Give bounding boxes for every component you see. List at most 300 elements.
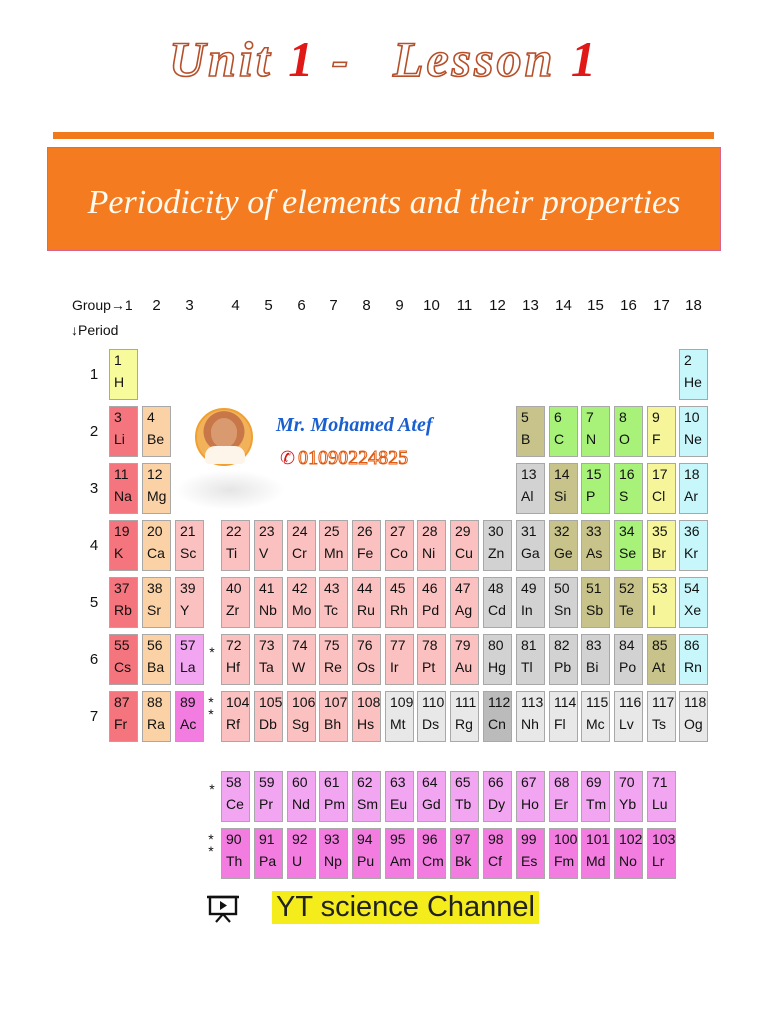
- atomic-number: 55: [114, 637, 130, 653]
- element-cell: [417, 634, 446, 685]
- atomic-number: 86: [684, 637, 700, 653]
- atomic-number: 100: [554, 831, 578, 847]
- atomic-number: 95: [390, 831, 406, 847]
- element-symbol: Dy: [488, 796, 506, 812]
- atomic-number: 38: [147, 580, 163, 596]
- atomic-number: 6: [554, 409, 562, 425]
- element-cell: [221, 771, 250, 822]
- element-cell: [614, 520, 643, 571]
- group-number-12: 12: [489, 297, 506, 314]
- element-cell: [581, 828, 610, 879]
- period-label: ↓Period: [71, 322, 119, 338]
- element-symbol: Cm: [422, 853, 444, 869]
- atomic-number: 63: [390, 774, 406, 790]
- element-cell: [109, 406, 138, 457]
- element-symbol: Mg: [147, 488, 167, 504]
- atomic-number: 35: [652, 523, 668, 539]
- atomic-number: 101: [586, 831, 610, 847]
- atomic-number: 88: [147, 694, 163, 710]
- period-number-3: 3: [89, 480, 99, 497]
- element-cell: [417, 771, 446, 822]
- element-cell: [385, 520, 414, 571]
- atomic-number: 2: [684, 352, 692, 368]
- atomic-number: 34: [619, 523, 635, 539]
- atomic-number: 64: [422, 774, 438, 790]
- atomic-number: 31: [521, 523, 537, 539]
- element-cell: [581, 577, 610, 628]
- atomic-number: 72: [226, 637, 242, 653]
- element-cell: [483, 520, 512, 571]
- atomic-number: 36: [684, 523, 700, 539]
- banner-text: Periodicity of elements and their properties: [87, 184, 681, 221]
- element-symbol: U: [292, 853, 303, 869]
- atomic-number: 27: [390, 523, 406, 539]
- atomic-number: 56: [147, 637, 163, 653]
- atomic-number: 4: [147, 409, 155, 425]
- element-symbol: Ho: [521, 796, 539, 812]
- atomic-number: 7: [586, 409, 594, 425]
- atomic-number: 107: [324, 694, 348, 710]
- element-cell: [319, 577, 348, 628]
- element-symbol: Br: [652, 545, 666, 561]
- element-symbol: Mc: [586, 716, 605, 732]
- element-cell: [254, 634, 283, 685]
- element-cell: [549, 577, 578, 628]
- element-symbol: O: [619, 431, 630, 447]
- element-cell: [287, 520, 316, 571]
- element-symbol: Ra: [147, 716, 165, 732]
- teacher-name: Mr. Mohamed Atef: [276, 414, 433, 436]
- element-cell: [549, 463, 578, 514]
- element-symbol: Th: [226, 853, 243, 869]
- atomic-number: 117: [652, 694, 675, 710]
- element-symbol: Ir: [390, 659, 399, 675]
- atomic-number: 84: [619, 637, 635, 653]
- element-cell: [175, 634, 204, 685]
- element-symbol: Mo: [292, 602, 312, 618]
- element-symbol: Ag: [455, 602, 473, 618]
- element-symbol: Na: [114, 488, 132, 504]
- element-symbol: F: [652, 431, 661, 447]
- element-symbol: Ce: [226, 796, 244, 812]
- element-cell: [221, 634, 250, 685]
- avatar-shadow: [175, 470, 285, 510]
- atomic-number: 40: [226, 580, 242, 596]
- atomic-number: 10: [684, 409, 700, 425]
- element-cell: [417, 691, 446, 742]
- element-cell: [614, 463, 643, 514]
- element-symbol: Tb: [455, 796, 472, 812]
- atomic-number: 75: [324, 637, 340, 653]
- atomic-number: 115: [586, 694, 609, 710]
- atomic-number: 109: [390, 694, 414, 710]
- element-cell: [614, 828, 643, 879]
- element-symbol: Md: [586, 853, 606, 869]
- atomic-number: 104: [226, 694, 250, 710]
- element-symbol: Ts: [652, 716, 666, 732]
- presentation-icon: [207, 895, 239, 923]
- group-number-17: 17: [653, 297, 670, 314]
- atomic-number: 77: [390, 637, 406, 653]
- atomic-number: 98: [488, 831, 504, 847]
- element-cell: [109, 349, 138, 400]
- element-symbol: Sg: [292, 716, 310, 732]
- element-symbol: Ta: [259, 659, 274, 675]
- element-symbol: Bi: [586, 659, 599, 675]
- element-cell: [221, 828, 250, 879]
- element-symbol: Pr: [259, 796, 273, 812]
- element-cell: [679, 463, 708, 514]
- element-symbol: Rh: [390, 602, 408, 618]
- atomic-number: 51: [586, 580, 602, 596]
- element-cell: [385, 828, 414, 879]
- element-symbol: C: [554, 431, 565, 447]
- atomic-number: 54: [684, 580, 700, 596]
- element-cell: [142, 406, 171, 457]
- atomic-number: 39: [180, 580, 196, 596]
- group-number-2: 2: [152, 297, 161, 314]
- group-number-6: 6: [297, 297, 306, 314]
- element-symbol: Ga: [521, 545, 540, 561]
- atomic-number: 18: [684, 466, 700, 482]
- element-symbol: Ne: [684, 431, 702, 447]
- title-dash: -: [331, 31, 352, 87]
- element-symbol: Tl: [521, 659, 533, 675]
- element-cell: [549, 828, 578, 879]
- element-cell: [109, 577, 138, 628]
- element-symbol: N: [586, 431, 597, 447]
- element-cell: [647, 634, 676, 685]
- atomic-number: 108: [357, 694, 381, 710]
- element-cell: [142, 577, 171, 628]
- element-symbol: Lr: [652, 853, 665, 869]
- element-symbol: Sm: [357, 796, 378, 812]
- element-symbol: Nd: [292, 796, 310, 812]
- group-number-9: 9: [395, 297, 404, 314]
- atomic-number: 17: [652, 466, 668, 482]
- atomic-number: 3: [114, 409, 122, 425]
- element-cell: [385, 577, 414, 628]
- period-number-1: 1: [89, 366, 99, 383]
- element-cell: [352, 691, 381, 742]
- element-symbol: Ru: [357, 602, 375, 618]
- element-symbol: Ba: [147, 659, 165, 675]
- element-symbol: Y: [180, 602, 190, 618]
- group-number-10: 10: [423, 297, 440, 314]
- element-cell: [549, 771, 578, 822]
- element-symbol: Cr: [292, 545, 307, 561]
- element-cell: [483, 691, 512, 742]
- element-cell: [516, 406, 545, 457]
- phone-number: 01090224825: [298, 447, 409, 469]
- element-symbol: Ni: [422, 545, 436, 561]
- element-symbol: Hg: [488, 659, 506, 675]
- element-cell: [417, 577, 446, 628]
- element-symbol: Rg: [455, 716, 473, 732]
- atomic-number: 30: [488, 523, 504, 539]
- atomic-number: 41: [259, 580, 275, 596]
- element-symbol: Sn: [554, 602, 572, 618]
- element-cell: [450, 771, 479, 822]
- atomic-number: 60: [292, 774, 308, 790]
- element-cell: [581, 406, 610, 457]
- element-cell: [254, 520, 283, 571]
- element-symbol: Os: [357, 659, 375, 675]
- element-symbol: Be: [147, 431, 165, 447]
- element-symbol: Zr: [226, 602, 240, 618]
- element-cell: [647, 520, 676, 571]
- element-cell: [614, 771, 643, 822]
- atomic-number: 76: [357, 637, 373, 653]
- teacher-avatar: [195, 408, 253, 466]
- element-symbol: Au: [455, 659, 473, 675]
- element-cell: [679, 634, 708, 685]
- element-cell: [450, 520, 479, 571]
- element-symbol: K: [114, 545, 124, 561]
- group-label: Group→1: [72, 297, 133, 313]
- atomic-number: 116: [619, 694, 642, 710]
- element-cell: [483, 828, 512, 879]
- element-cell: [516, 691, 545, 742]
- atomic-number: 69: [586, 774, 602, 790]
- element-symbol: Cu: [455, 545, 473, 561]
- group-number-13: 13: [522, 297, 539, 314]
- atomic-number: 118: [684, 694, 707, 710]
- element-symbol: Ge: [554, 545, 573, 561]
- element-cell: [516, 771, 545, 822]
- atomic-number: 43: [324, 580, 340, 596]
- element-symbol: H: [114, 374, 125, 390]
- group-number-7: 7: [329, 297, 338, 314]
- atomic-number: 22: [226, 523, 242, 539]
- element-cell: [549, 406, 578, 457]
- element-cell: [581, 463, 610, 514]
- element-cell: [679, 406, 708, 457]
- element-symbol: Sr: [147, 602, 161, 618]
- element-symbol: Sc: [180, 545, 197, 561]
- element-cell: [385, 771, 414, 822]
- atomic-number: 14: [554, 466, 570, 482]
- element-symbol: Pu: [357, 853, 375, 869]
- atomic-number: 1: [114, 352, 122, 368]
- element-cell: [483, 771, 512, 822]
- teacher-phone: [280, 447, 408, 470]
- element-cell: [516, 828, 545, 879]
- element-cell: [679, 520, 708, 571]
- element-cell: [221, 577, 250, 628]
- element-symbol: Nb: [259, 602, 277, 618]
- element-symbol: Cs: [114, 659, 132, 675]
- group-number-8: 8: [362, 297, 371, 314]
- element-cell: [109, 691, 138, 742]
- element-symbol: P: [586, 488, 596, 504]
- atomic-number: 13: [521, 466, 537, 482]
- element-cell: [175, 520, 204, 571]
- element-symbol: Fm: [554, 853, 575, 869]
- atomic-number: 94: [357, 831, 373, 847]
- element-symbol: Ac: [180, 716, 197, 732]
- element-symbol: Re: [324, 659, 342, 675]
- atomic-number: 62: [357, 774, 373, 790]
- element-cell: [483, 634, 512, 685]
- element-cell: [319, 828, 348, 879]
- atomic-number: 24: [292, 523, 308, 539]
- element-cell: [287, 691, 316, 742]
- star-marker: **: [208, 831, 214, 859]
- element-symbol: Ar: [684, 488, 698, 504]
- atomic-number: 73: [259, 637, 275, 653]
- atomic-number: 9: [652, 409, 660, 425]
- element-cell: [221, 520, 250, 571]
- element-symbol: Mt: [390, 716, 406, 732]
- element-cell: [142, 634, 171, 685]
- element-cell: [254, 577, 283, 628]
- atomic-number: 89: [180, 694, 196, 710]
- element-cell: [142, 691, 171, 742]
- element-symbol: Np: [324, 853, 342, 869]
- element-cell: [319, 691, 348, 742]
- atomic-number: 83: [586, 637, 602, 653]
- element-symbol: Rf: [226, 716, 240, 732]
- atomic-number: 80: [488, 637, 504, 653]
- element-symbol: Mn: [324, 545, 344, 561]
- atomic-number: 53: [652, 580, 668, 596]
- channel-name: YT science Channel: [272, 891, 539, 924]
- element-cell: [287, 771, 316, 822]
- element-cell: [549, 634, 578, 685]
- element-symbol: No: [619, 853, 637, 869]
- element-symbol: Db: [259, 716, 277, 732]
- atomic-number: 105: [259, 694, 283, 710]
- element-cell: [142, 520, 171, 571]
- element-symbol: Ds: [422, 716, 440, 732]
- element-symbol: Xe: [684, 602, 702, 618]
- element-cell: [450, 634, 479, 685]
- element-cell: [679, 577, 708, 628]
- element-symbol: Hf: [226, 659, 240, 675]
- element-symbol: Pm: [324, 796, 345, 812]
- atomic-number: 47: [455, 580, 471, 596]
- atomic-number: 111: [455, 694, 477, 710]
- period-number-5: 5: [89, 594, 99, 611]
- element-symbol: Lu: [652, 796, 668, 812]
- element-cell: [450, 828, 479, 879]
- star-marker: *: [209, 644, 215, 660]
- element-symbol: Nh: [521, 716, 539, 732]
- atomic-number: 112: [488, 694, 511, 710]
- element-cell: [287, 634, 316, 685]
- group-number-18: 18: [685, 297, 702, 314]
- element-symbol: Al: [521, 488, 534, 504]
- element-cell: [175, 691, 204, 742]
- element-cell: [647, 828, 676, 879]
- element-symbol: Og: [684, 716, 703, 732]
- element-cell: [175, 577, 204, 628]
- element-symbol: Ti: [226, 545, 238, 561]
- element-symbol: W: [292, 659, 306, 675]
- atomic-number: 59: [259, 774, 275, 790]
- element-cell: [352, 577, 381, 628]
- atomic-number: 32: [554, 523, 570, 539]
- element-cell: [614, 691, 643, 742]
- element-cell: [385, 691, 414, 742]
- element-symbol: Fe: [357, 545, 374, 561]
- element-symbol: Zn: [488, 545, 505, 561]
- atomic-number: 71: [652, 774, 668, 790]
- element-symbol: As: [586, 545, 603, 561]
- atomic-number: 110: [422, 694, 445, 710]
- element-cell: [549, 691, 578, 742]
- element-cell: [319, 771, 348, 822]
- element-cell: [287, 828, 316, 879]
- title-unit-number: 1: [288, 31, 317, 87]
- group-number-11: 11: [456, 297, 473, 314]
- atomic-number: 68: [554, 774, 570, 790]
- element-cell: [647, 406, 676, 457]
- element-symbol: Li: [114, 431, 125, 447]
- element-cell: [581, 691, 610, 742]
- element-symbol: I: [652, 602, 656, 618]
- atomic-number: 93: [324, 831, 340, 847]
- atomic-number: 57: [180, 637, 196, 653]
- phone-icon: ✆: [280, 448, 296, 468]
- element-symbol: Fr: [114, 716, 128, 732]
- atomic-number: 21: [180, 523, 196, 539]
- element-cell: [581, 634, 610, 685]
- element-cell: [109, 634, 138, 685]
- title-lesson-number: 1: [570, 31, 599, 87]
- atomic-number: 113: [521, 694, 544, 710]
- atomic-number: 16: [619, 466, 635, 482]
- atomic-number: 33: [586, 523, 602, 539]
- element-symbol: Eu: [390, 796, 408, 812]
- element-symbol: Bh: [324, 716, 342, 732]
- element-symbol: Kr: [684, 545, 698, 561]
- atomic-number: 12: [147, 466, 163, 482]
- element-symbol: Pd: [422, 602, 440, 618]
- atomic-number: 81: [521, 637, 537, 653]
- element-cell: [581, 771, 610, 822]
- atomic-number: 99: [521, 831, 537, 847]
- element-symbol: Hs: [357, 716, 375, 732]
- element-cell: [516, 520, 545, 571]
- element-symbol: Rn: [684, 659, 702, 675]
- group-number-3: 3: [185, 297, 194, 314]
- period-number-6: 6: [89, 651, 99, 668]
- element-cell: [516, 463, 545, 514]
- atomic-number: 15: [586, 466, 602, 482]
- element-cell: [679, 349, 708, 400]
- atomic-number: 78: [422, 637, 438, 653]
- element-cell: [109, 520, 138, 571]
- period-number-2: 2: [89, 423, 99, 440]
- element-symbol: Tc: [324, 602, 338, 618]
- title-unit: Unit: [169, 31, 273, 87]
- element-cell: [221, 691, 250, 742]
- element-symbol: Cf: [488, 853, 502, 869]
- element-cell: [109, 463, 138, 514]
- atomic-number: 96: [422, 831, 438, 847]
- group-number-15: 15: [587, 297, 604, 314]
- atomic-number: 29: [455, 523, 471, 539]
- atomic-number: 102: [619, 831, 643, 847]
- atomic-number: 46: [422, 580, 438, 596]
- group-number-16: 16: [620, 297, 637, 314]
- element-symbol: Yb: [619, 796, 637, 812]
- element-cell: [549, 520, 578, 571]
- element-cell: [647, 577, 676, 628]
- element-symbol: At: [652, 659, 666, 675]
